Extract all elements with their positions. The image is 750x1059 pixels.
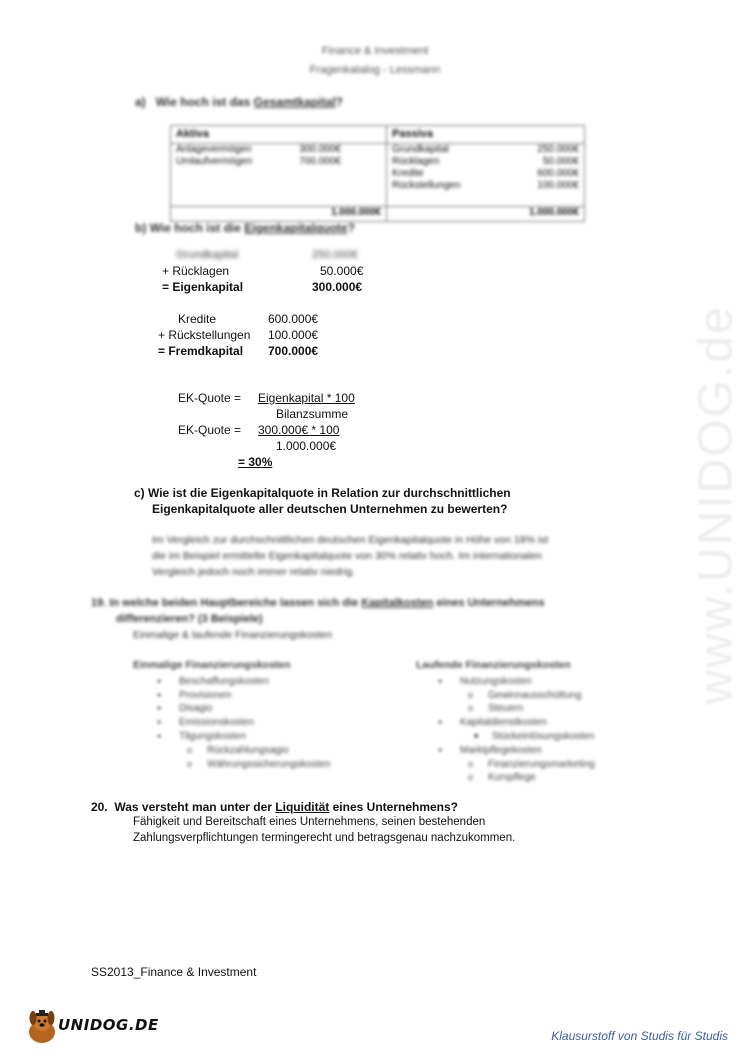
list-subitem: o Rückzahlungsagio — [157, 744, 330, 758]
laufende-kosten-title: Laufende Finanzierungskosten — [416, 659, 571, 671]
quote-label: EK-Quote = — [178, 391, 242, 405]
watermark-text: www.UNIDOG.de — [689, 305, 743, 705]
calc-rueckstellungen-value: 100.000€ — [268, 328, 319, 342]
passiva-value: 600.000€ — [537, 168, 579, 179]
aktiva-total: 1.000.000€ — [171, 206, 386, 221]
question-a — [135, 95, 343, 109]
passiva-label: Kredite — [392, 168, 424, 179]
answer-20-line2: Zahlungsverpflichtungen termingerecht und betragsgenau nachzukommen. — [133, 832, 516, 844]
calc-kredite-value: 600.000€ — [268, 312, 319, 326]
passiva-value: 100.000€ — [537, 180, 579, 191]
passiva-header: Passiva — [387, 126, 584, 144]
calc-grundkapital-value: 250.000€ — [312, 249, 358, 261]
answer-20-line1: Fähigkeit und Bereitschaft eines Unternehmens, seinen bestehenden — [133, 816, 486, 828]
question-20-text-end: eines Unternehmens? — [329, 800, 458, 814]
list-subitem: o Gewinnausschüttung — [438, 689, 595, 703]
einmalige-kosten-list — [133, 659, 330, 771]
question-c-line2: Eigenkapitalquote aller deutschen Unternehmen zu bewerten? — [152, 502, 508, 516]
list-item: ● Beschaffungskosten — [157, 675, 330, 689]
question-a-text: Wie hoch ist das — [155, 95, 254, 109]
calc-grundkapital-label: Grundkapital — [176, 249, 239, 261]
aktiva-row — [171, 156, 386, 168]
passiva-row — [387, 144, 584, 156]
unidog-logo — [22, 1010, 159, 1046]
logo-text: UNIDOG.DE — [58, 1016, 159, 1034]
question-b-prefix: b) — [135, 221, 147, 235]
passiva-total: 1.000.000€ — [387, 206, 584, 221]
passiva-label: Rückstellungen — [392, 180, 461, 191]
list-item: ● Kapitaldienstkosten — [438, 716, 595, 730]
question-20 — [91, 800, 458, 814]
question-b-term: Eigenkapitalquote — [244, 221, 348, 235]
calc-fremdkapital-value: 700.000€ — [268, 344, 319, 358]
quote-formula-denominator: Bilanzsumme — [276, 407, 349, 421]
question-a-suffix: ? — [335, 95, 343, 109]
dog-icon — [22, 1010, 62, 1046]
list-subitem: ■ Stückeinlösungskosten — [444, 730, 595, 744]
calc-ruecklagen-value: 50.000€ — [320, 264, 364, 278]
footer-course: SS2013_Finance & Investment — [91, 965, 257, 979]
list-item: ● Disagio — [157, 702, 330, 716]
aktiva-value: 300.000€ — [299, 144, 341, 155]
header-subtitle: Fragenkatalog - Lessmann — [309, 64, 441, 76]
question-a-term: Gesamtkapital — [253, 95, 336, 109]
calc-eigenkapital-label: = Eigenkapital — [162, 280, 244, 294]
quote-formula-numerator: Eigenkapital * 100 — [258, 391, 355, 405]
calc-rueckstellungen-label: + Rückstellungen — [158, 328, 251, 342]
answer-c-line3: Vergleich jedoch noch immer relativ niedrig. — [152, 566, 356, 578]
calc-fremdkapital-label: = Fremdkapital — [158, 344, 244, 358]
answer-c-line1: Im Vergleich zur durchschnittlichen deutschen Eigenkapitalquote in Höhe von 18% ist — [152, 534, 549, 546]
list-subitem: o Währungssicherungskosten — [157, 758, 330, 772]
question-20-number: 20. — [91, 800, 108, 814]
passiva-row — [387, 156, 584, 168]
question-b-suffix: ? — [347, 221, 355, 235]
question-20-term: Liquidität — [275, 800, 330, 814]
passiva-row — [387, 180, 584, 192]
passiva-value: 250.000€ — [537, 144, 579, 155]
list-item: ● Emissionskosten — [157, 716, 330, 730]
question-c-line1: c) Wie ist die Eigenkapitalquote in Relation zur durchschnittlichen — [134, 486, 511, 500]
question-19-line1 — [91, 597, 545, 609]
list-item: ● Provisionen — [157, 689, 330, 703]
aktiva-row — [171, 144, 386, 156]
question-19-term: Kapitalkosten — [361, 597, 434, 609]
list-item: ● Tilgungskosten — [157, 730, 330, 744]
laufende-kosten-list — [416, 659, 595, 785]
einmalige-kosten-title: Einmalige Finanzierungskosten — [133, 659, 291, 671]
list-item: ● Nutzungskosten — [438, 675, 595, 689]
question-20-text: Was versteht man unter der — [114, 800, 276, 814]
calc-eigenkapital-value: 300.000€ — [312, 280, 363, 294]
passiva-label: Rücklagen — [392, 156, 440, 167]
aktiva-label: Anlagevermögen — [176, 144, 252, 155]
answer-19: Einmalige & laufende Finanzierungskosten — [133, 629, 333, 641]
aktiva-column — [171, 126, 387, 221]
aktiva-label: Umlaufvermögen — [176, 156, 253, 167]
calc-ruecklagen-label: + Rücklagen — [162, 264, 230, 278]
question-b-text: Wie hoch ist die — [149, 221, 245, 235]
passiva-column — [387, 126, 584, 221]
quote-calc-denominator: 1.000.000€ — [276, 439, 337, 453]
list-subitem: o Steuern — [438, 702, 595, 716]
question-19-line2: differenzieren? (3 Beispiele) — [116, 613, 263, 625]
quote-label-2: EK-Quote = — [178, 423, 242, 437]
passiva-label: Grundkapital — [392, 144, 449, 155]
question-a-prefix: a) — [135, 95, 146, 109]
passiva-row — [387, 168, 584, 180]
question-b — [135, 221, 355, 235]
question-19-text-end: eines Unternehmens — [433, 597, 545, 609]
footer-tagline: Klausurstoff von Studis für Studis — [551, 1029, 728, 1043]
passiva-value: 50.000€ — [542, 156, 579, 167]
balance-sheet-table — [170, 125, 585, 222]
answer-c-line2: die im Beispiel ermittelte Eigenkapitalquote von 30% relativ hoch. Im internationalen — [152, 550, 542, 562]
calc-kredite-label: Kredite — [178, 312, 217, 326]
quote-result: = 30% — [238, 455, 273, 469]
aktiva-header: Aktiva — [171, 126, 386, 144]
list-subitem: o Finanzierungsmarketing — [438, 758, 595, 772]
list-subitem: o Kurspflege — [438, 771, 595, 785]
aktiva-value: 700.000€ — [299, 156, 341, 167]
header-title: Finance & Investment — [321, 45, 429, 57]
question-19-text: 19. In welche beiden Hauptbereiche lassen sich die — [91, 597, 362, 609]
list-item: ● Marktpflegekosten — [438, 744, 595, 758]
quote-calc-numerator: 300.000€ * 100 — [258, 423, 340, 437]
